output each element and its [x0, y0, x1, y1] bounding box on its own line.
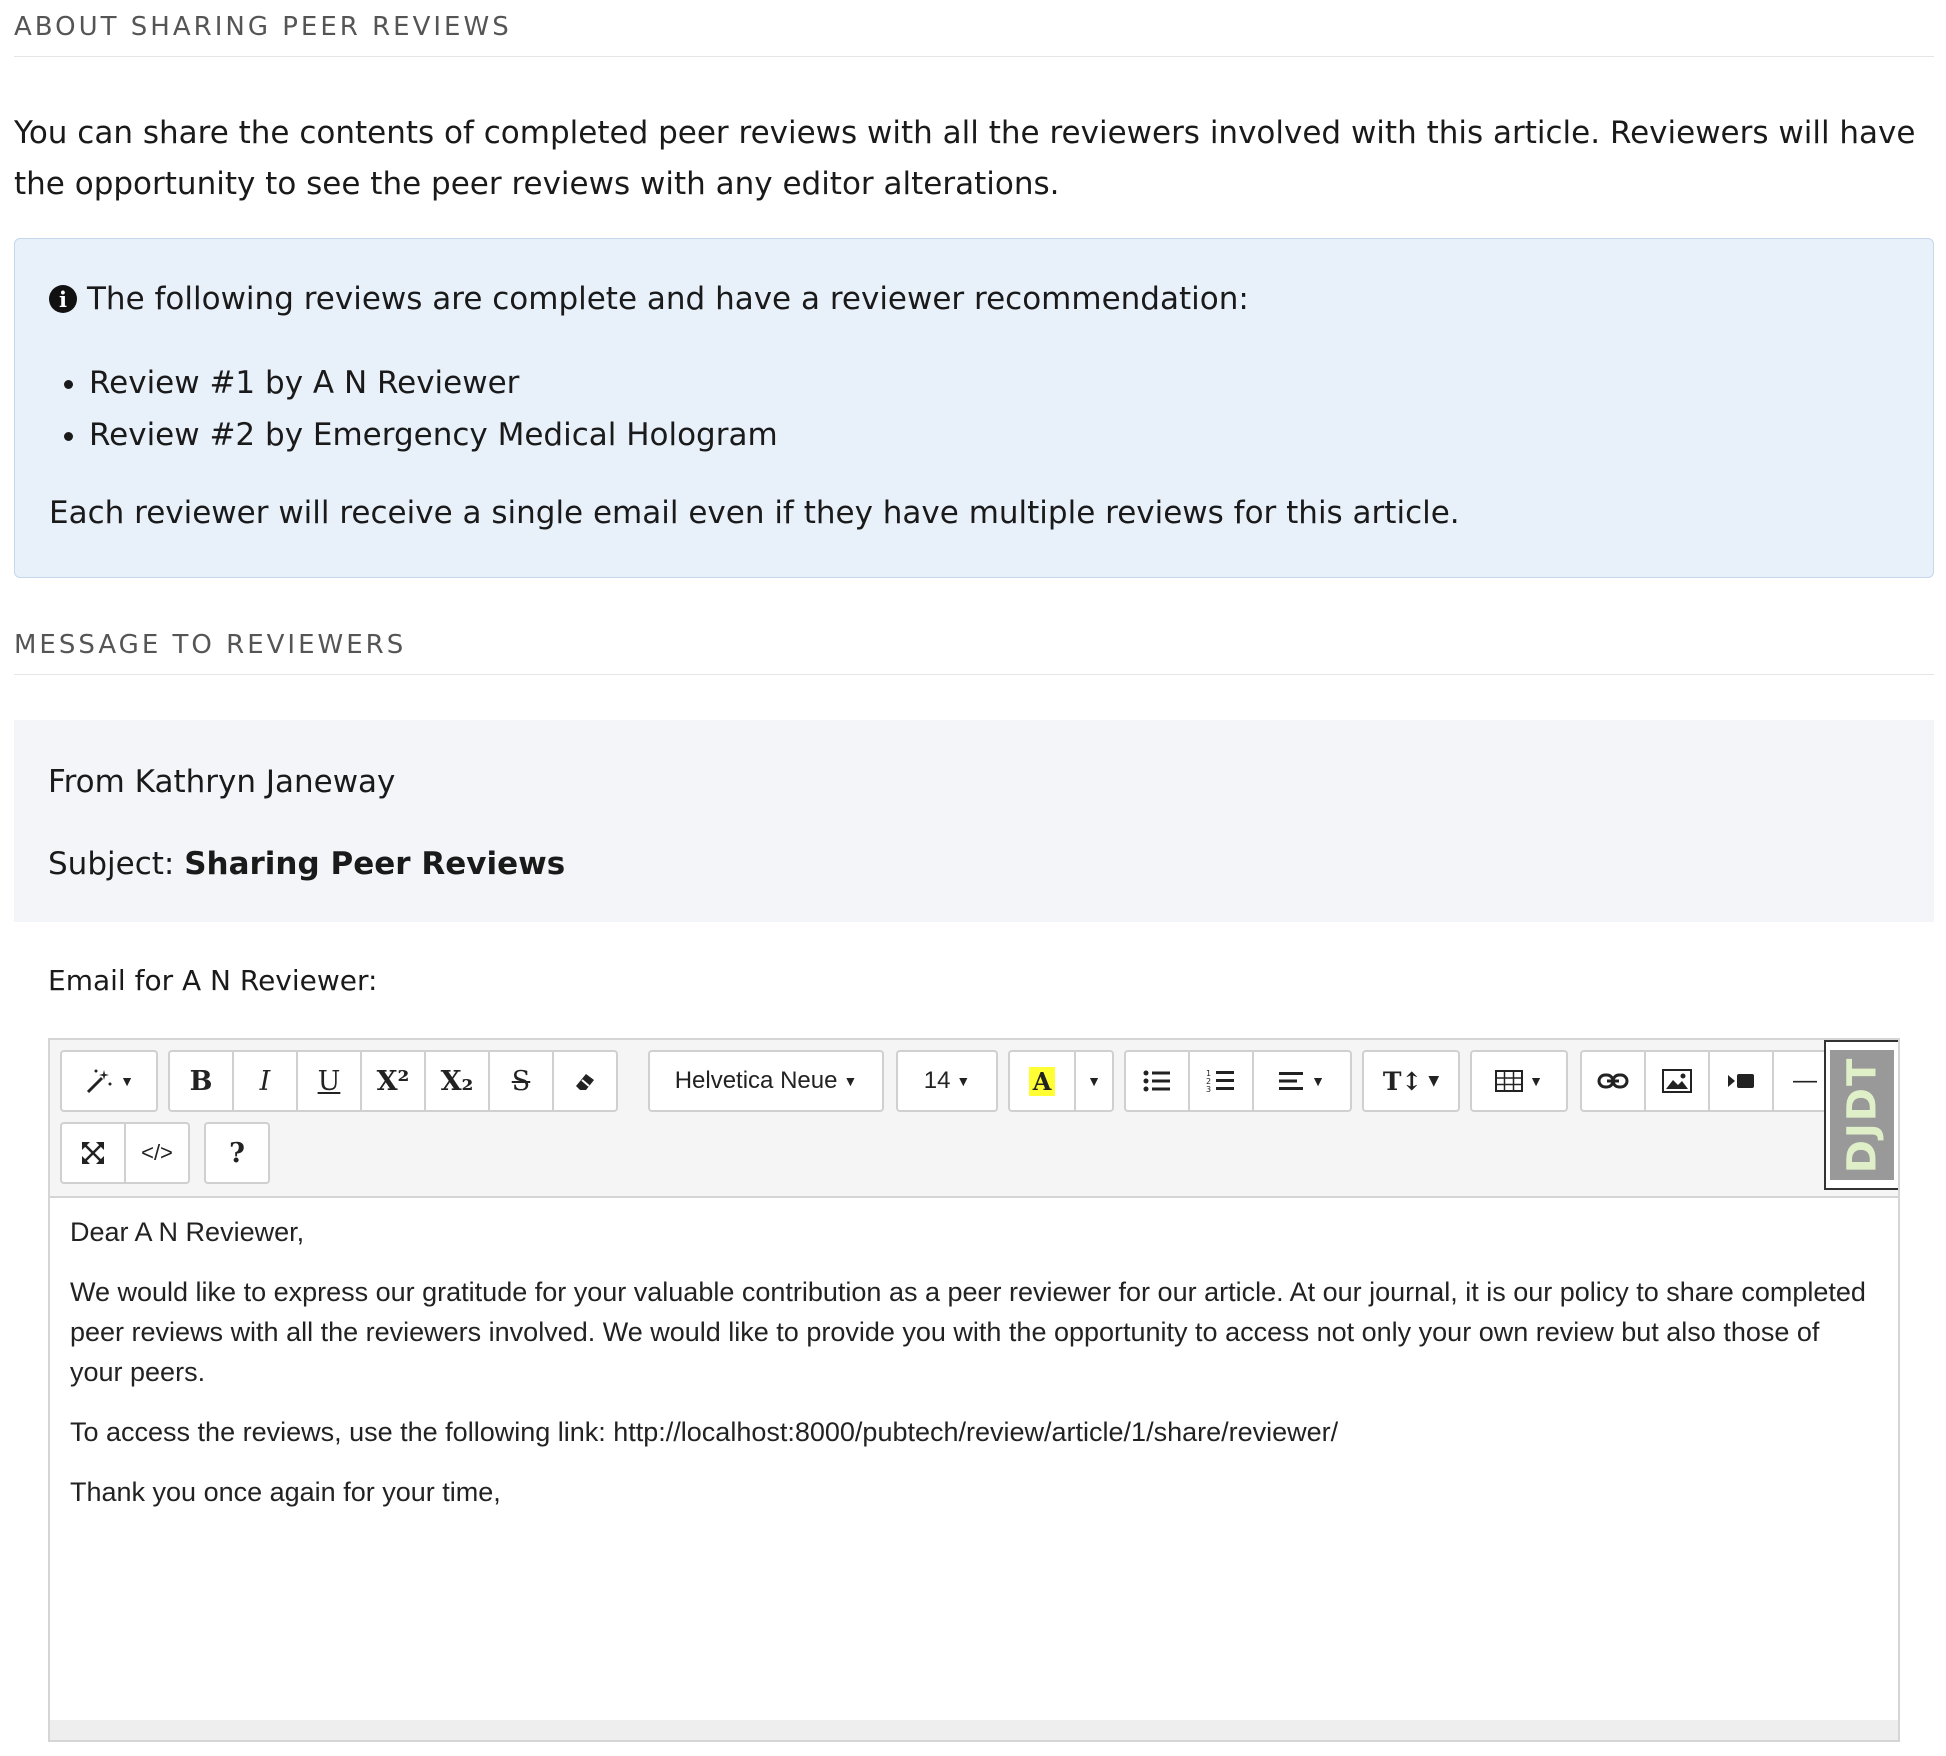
email-for-label: Email for A N Reviewer:	[48, 964, 378, 997]
subscript-button[interactable]: X₂	[424, 1050, 490, 1112]
link-icon	[1597, 1071, 1629, 1091]
info-icon: i	[49, 285, 77, 313]
callout-title	[49, 281, 1249, 317]
intro-text: You can share the contents of completed peer reviews with all the reviewers involved with this article. Reviewers will have the opportunity to see the peer reviews with any editor alterations.	[14, 115, 1916, 202]
review-list	[49, 357, 778, 461]
font-name-value: Helvetica Neue	[674, 1067, 838, 1094]
style-button[interactable]	[60, 1050, 158, 1112]
subject-label: Subject:	[48, 846, 175, 882]
chevron-down-icon: ▼	[1428, 1073, 1440, 1089]
align-dropdown[interactable]	[1252, 1050, 1352, 1112]
email-paragraph: We would like to express our gratitude for your valuable contribution as a peer reviewer for our article. At our journal, it is our policy to share completed peer reviews with all the reviewers involved. We would like to provide you with the opportunity to access not only your own review but also those of your peers.	[70, 1277, 1866, 1387]
editor-resize-handle[interactable]	[48, 1720, 1900, 1742]
djdt-toolbar-handle[interactable]	[1824, 1040, 1898, 1190]
style-group	[60, 1050, 158, 1112]
chevron-down-icon: ▼	[956, 1073, 971, 1089]
email-greeting: Dear A N Reviewer,	[70, 1217, 305, 1247]
help-button[interactable]: ?	[204, 1122, 270, 1184]
paragraph-group	[1124, 1050, 1352, 1112]
email-card	[14, 720, 1934, 1756]
rich-text-editor[interactable]	[48, 1038, 1900, 1740]
subject-line	[48, 846, 565, 882]
editor-content[interactable]	[70, 1212, 1870, 1532]
minus-icon: —	[1793, 1067, 1817, 1094]
font-name-dropdown[interactable]	[648, 1050, 884, 1112]
picture-button[interactable]	[1644, 1050, 1710, 1112]
link-button[interactable]	[1580, 1050, 1646, 1112]
underline-button[interactable]: U	[296, 1050, 362, 1112]
bullet-list-icon	[1142, 1069, 1172, 1093]
magic-wand-icon	[84, 1066, 114, 1096]
color-group	[1008, 1050, 1114, 1112]
expand-icon	[80, 1140, 106, 1166]
bold-button[interactable]: B	[168, 1050, 234, 1112]
unordered-list-button[interactable]	[1124, 1050, 1190, 1112]
strikethrough-button[interactable]: S	[488, 1050, 554, 1112]
align-left-icon	[1279, 1071, 1305, 1091]
clear-format-button[interactable]	[552, 1050, 618, 1112]
svg-text:3: 3	[1206, 1085, 1212, 1094]
editor-toolbar	[50, 1040, 1898, 1198]
help-group	[204, 1122, 270, 1184]
message-heading: MESSAGE TO REVIEWERS	[14, 630, 1934, 675]
ordered-list-button[interactable]	[1188, 1050, 1254, 1112]
djdt-logo	[1830, 1050, 1894, 1180]
insert-group	[1580, 1050, 1838, 1112]
svg-text:2: 2	[1206, 1077, 1212, 1086]
line-height-dropdown[interactable]	[1362, 1050, 1460, 1112]
format-group	[168, 1050, 618, 1112]
font-name-group	[648, 1050, 884, 1112]
chevron-down-icon: ▼	[1087, 1073, 1101, 1089]
view-group	[60, 1122, 190, 1184]
chevron-down-icon: ▼	[1311, 1073, 1325, 1089]
email-header	[14, 720, 1934, 922]
chevron-down-icon: ▼	[1529, 1073, 1543, 1089]
highlight-icon: A	[1029, 1067, 1056, 1096]
video-button[interactable]	[1708, 1050, 1774, 1112]
about-heading: ABOUT SHARING PEER REVIEWS	[14, 12, 1934, 57]
line-height-group	[1362, 1050, 1460, 1112]
eraser-icon	[572, 1068, 598, 1094]
reviews-callout	[14, 238, 1934, 578]
superscript-button[interactable]: X²	[360, 1050, 426, 1112]
svg-text:1: 1	[1206, 1069, 1212, 1078]
font-size-group	[896, 1050, 998, 1112]
callout-title-text: The following reviews are complete and have a reviewer recommendation:	[87, 281, 1249, 317]
table-group	[1470, 1050, 1568, 1112]
list-item: • Review #1 by A N Reviewer	[89, 357, 778, 409]
email-closing: Thank you once again for your time,	[70, 1477, 501, 1507]
text-height-icon: T↕	[1382, 1066, 1423, 1096]
image-icon	[1662, 1069, 1692, 1093]
table-dropdown[interactable]	[1470, 1050, 1568, 1112]
code-view-button[interactable]: </>	[124, 1122, 190, 1184]
djdt-label: DJDT	[1839, 1056, 1886, 1174]
list-item: • Review #2 by Emergency Medical Hologram	[89, 409, 778, 461]
table-icon	[1495, 1070, 1523, 1092]
color-dropdown-button[interactable]	[1074, 1050, 1114, 1112]
email-link-paragraph: To access the reviews, use the following link: http://localhost:8000/pubtech/review/article/1/share/reviewer/	[70, 1417, 1339, 1447]
italic-button[interactable]: I	[232, 1050, 298, 1112]
chevron-down-icon: ▼	[843, 1073, 858, 1089]
from-line: From Kathryn Janeway	[48, 764, 396, 800]
fullscreen-button[interactable]	[60, 1122, 126, 1184]
chevron-down-icon: ▼	[120, 1073, 134, 1089]
highlight-color-button[interactable]	[1008, 1050, 1076, 1112]
video-icon	[1726, 1071, 1756, 1091]
subject-value: Sharing Peer Reviews	[184, 846, 566, 882]
callout-footer: Each reviewer will receive a single email even if they have multiple reviews for this article.	[49, 495, 1460, 531]
numbered-list-icon	[1206, 1068, 1236, 1094]
font-size-dropdown[interactable]	[896, 1050, 998, 1112]
font-size-value: 14	[923, 1067, 951, 1094]
